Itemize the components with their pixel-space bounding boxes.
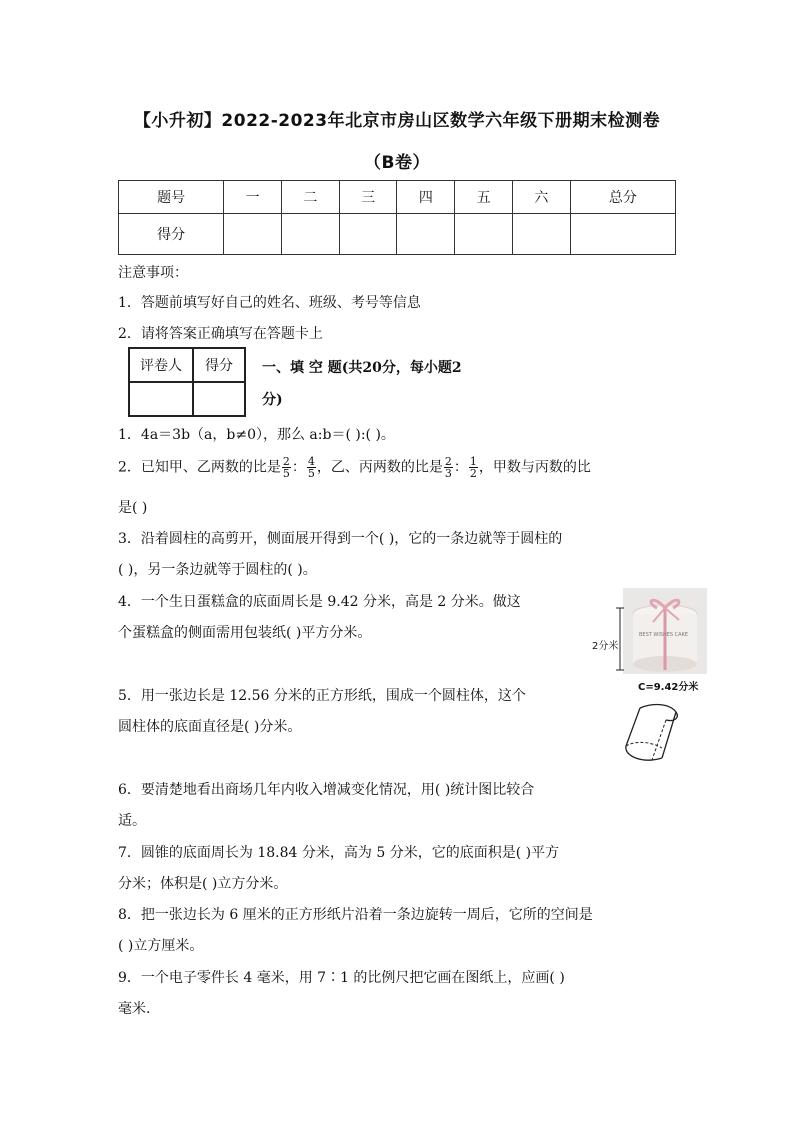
score-header-cell: 六 bbox=[512, 181, 570, 214]
grader-score-label: 得分 bbox=[193, 348, 245, 382]
circumference-label: C=9.42分米 bbox=[638, 682, 699, 693]
grader-name-cell[interactable] bbox=[129, 382, 193, 416]
question-7: 7．圆锥的底面周长为 18.84 分米，高为 5 分米，它的底面积是( )平方 bbox=[118, 845, 560, 861]
score-cell[interactable] bbox=[397, 214, 455, 255]
grader-score-cell[interactable] bbox=[193, 382, 245, 416]
question-6: 6．要清楚地看出商场几年内收入增减变化情况，用( )统计图比较合 bbox=[118, 782, 535, 798]
question-text: ： bbox=[291, 459, 306, 476]
question-4-cont: 个蛋糕盒的侧面需用包装纸( )平方分米。 bbox=[118, 625, 372, 641]
numerator: 2 bbox=[444, 455, 452, 468]
score-header-cell: 四 bbox=[397, 181, 455, 214]
denominator: 5 bbox=[307, 467, 315, 480]
cake-box-photo bbox=[623, 588, 707, 674]
height-label: 2分米 bbox=[592, 641, 619, 652]
question-9-cont: 毫米. bbox=[118, 1001, 151, 1017]
score-cell[interactable] bbox=[282, 214, 340, 255]
question-8: 8．把一张边长为 6 厘米的正方形纸片沿着一条边旋转一周后，它所的空间是 bbox=[118, 907, 593, 923]
grader-box bbox=[128, 347, 246, 417]
fraction bbox=[282, 456, 291, 479]
denominator: 3 bbox=[444, 467, 452, 480]
note-item: 2．请将答案正确填写在答题卡上 bbox=[118, 326, 323, 342]
denominator: 2 bbox=[469, 467, 477, 480]
height-arrow-icon bbox=[612, 588, 628, 678]
question-2-cont: 是( ) bbox=[118, 500, 148, 516]
grader-label: 评卷人 bbox=[129, 348, 193, 382]
exam-title: 【小升初】2022-2023年北京市房山区数学六年级下册期末检测卷 bbox=[133, 111, 661, 131]
denominator: 5 bbox=[282, 467, 290, 480]
question-text: ，乙、丙两数的比是 bbox=[316, 459, 443, 476]
question-3-cont: ( )，另一条边就等于圆柱的( )。 bbox=[118, 562, 317, 578]
cake-box-icon bbox=[623, 588, 707, 674]
score-header-cell: 三 bbox=[339, 181, 397, 214]
score-table bbox=[118, 180, 676, 255]
question-3: 3．沿着圆柱的高剪开，侧面展开得到一个( )，它的一条边就等于圆柱的 bbox=[118, 531, 563, 547]
score-row-label: 得分 bbox=[119, 214, 224, 255]
score-header-cell: 一 bbox=[224, 181, 282, 214]
score-cell[interactable] bbox=[339, 214, 397, 255]
question-9: 9．一个电子零件长 4 毫米，用 7∶1 的比例尺把它画在图纸上，应画( ) bbox=[118, 970, 565, 986]
question-text: 2．已知甲、乙两数的比是 bbox=[118, 459, 281, 476]
score-header-cell: 题号 bbox=[119, 181, 224, 214]
fraction bbox=[307, 456, 316, 479]
question-text: ，甲数与丙数的比 bbox=[478, 459, 591, 476]
section-heading-cont: 分) bbox=[262, 392, 283, 408]
question-text: ： bbox=[453, 459, 468, 476]
question-6-cont: 适。 bbox=[118, 813, 146, 829]
fraction bbox=[469, 456, 478, 479]
score-table-header-row bbox=[119, 181, 676, 214]
question-2 bbox=[118, 456, 591, 479]
question-5-cont: 圆柱体的底面直径是( )分米。 bbox=[118, 719, 302, 735]
question-1: 1．4a＝3b（a，b≠0），那么 a:b＝( ):( )。 bbox=[118, 427, 395, 443]
score-cell[interactable] bbox=[224, 214, 282, 255]
score-cell[interactable] bbox=[512, 214, 570, 255]
numerator: 2 bbox=[282, 455, 290, 468]
numerator: 4 bbox=[307, 455, 315, 468]
note-item: 1．答题前填写好自己的姓名、班级、考号等信息 bbox=[118, 295, 421, 311]
question-8-cont: ( )立方厘米。 bbox=[118, 938, 204, 954]
score-table-row bbox=[119, 214, 676, 255]
question-7-cont: 分米；体积是( )立方分米。 bbox=[118, 876, 288, 892]
score-cell[interactable] bbox=[570, 214, 675, 255]
score-header-cell: 五 bbox=[455, 181, 513, 214]
rolled-cylinder-icon bbox=[622, 700, 684, 770]
numerator: 1 bbox=[469, 455, 477, 468]
fraction bbox=[444, 456, 453, 479]
cake-box-text: BEST WISHES CAKE bbox=[639, 632, 689, 638]
section-heading: 一、填 空 题(共20分，每小题2 bbox=[262, 360, 462, 376]
score-header-cell: 二 bbox=[282, 181, 340, 214]
question-4: 4．一个生日蛋糕盒的底面周长是 9.42 分米，高是 2 分米。做这 bbox=[118, 594, 521, 610]
exam-subtitle: （B卷） bbox=[364, 153, 430, 173]
score-header-cell: 总分 bbox=[570, 181, 675, 214]
score-cell[interactable] bbox=[455, 214, 513, 255]
notes-heading: 注意事项： bbox=[118, 265, 188, 281]
question-5: 5．用一张边长是 12.56 分米的正方形纸，围成一个圆柱体，这个 bbox=[118, 688, 526, 704]
